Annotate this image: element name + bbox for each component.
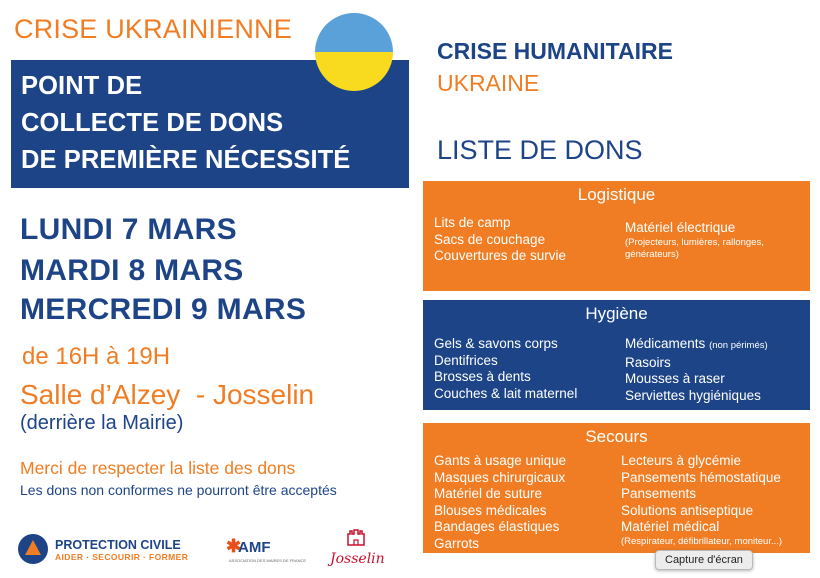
josselin-name: Josselin (330, 551, 385, 567)
ukraine-flag-icon (315, 13, 393, 91)
list-item: Sacs de couchage (434, 231, 546, 247)
right-heading-2: UKRAINE (437, 70, 540, 96)
screenshot-tooltip: Capture d'écran (655, 550, 753, 570)
list-title: LISTE DE DONS (437, 135, 643, 165)
list-item-detail: (Respirateur, défibrillateur, moniteur...) (621, 535, 783, 547)
title-line-1: POINT DE (21, 72, 143, 100)
venue-note: (derrière la Mairie) (20, 412, 184, 434)
amf-name: AMF (238, 539, 271, 556)
card-title: Hygiène (585, 304, 648, 323)
list-item: Mousses à raser (625, 371, 725, 386)
card-right-list (621, 453, 782, 548)
left-kicker: CRISE UKRAINIENNE (14, 14, 292, 44)
card-hygiene (423, 300, 810, 410)
list-item-note: (non périmés) (709, 340, 768, 351)
castle-icon (346, 528, 366, 546)
list-item: Matériel médical (621, 519, 720, 534)
list-item-label: Médicaments (625, 336, 706, 351)
list-item: Couvertures de survie (434, 248, 567, 263)
date-tuesday: MARDI 8 MARS (20, 254, 244, 287)
list-item: Pansements (621, 486, 697, 501)
right-heading-1: CRISE HUMANITAIRE (437, 38, 673, 64)
list-item: Gels & savons corps (434, 336, 558, 351)
card-secours (423, 423, 810, 553)
card-right-list (625, 220, 805, 261)
list-item: Matériel électrique (625, 220, 736, 235)
date-wednesday: MERCREDI 9 MARS (20, 293, 307, 326)
card-logistique (423, 181, 810, 291)
title-line-2: COLLECTE DE DONS (21, 109, 284, 137)
venue: Salle d’Alzey - Josselin (20, 379, 315, 410)
list-item: Lecteurs à glycémie (621, 453, 742, 468)
list-item: Solutions antiseptique (621, 502, 754, 518)
list-item: Rasoirs (625, 354, 671, 370)
list-item: Blouses médicales (434, 502, 547, 518)
card-title: Logistique (577, 185, 656, 204)
amf-subtitle: ASSOCIATION DES MAIRES DE FRANCE (229, 558, 307, 563)
list-item: Brosses à dents (434, 369, 531, 384)
protection-civile-tagline: AIDER · SECOURIR · FORMER (55, 552, 189, 562)
list-item: Gants à usage unique (434, 453, 567, 468)
list-item: Bandages élastiques (434, 519, 560, 534)
protection-civile-name: PROTECTION CIVILE (55, 538, 181, 552)
respect-note: Merci de respecter la liste des dons (20, 458, 296, 478)
list-item: Garrots (434, 535, 480, 551)
list-item: Pansements hémostatique (621, 469, 781, 485)
list-item (625, 336, 768, 355)
list-item: Matériel de suture (434, 486, 543, 501)
list-item: Dentifrices (434, 352, 498, 368)
nonconform-note: Les dons non conformes ne pourront être acceptés (20, 482, 337, 498)
card-title: Secours (585, 427, 648, 446)
date-monday: LUNDI 7 MARS (20, 213, 237, 246)
card-left-list (434, 336, 577, 402)
list-item: Masques chirurgicaux (434, 469, 566, 485)
list-item-detail: (Projecteurs, lumières, rallonges, générateurs) (625, 236, 764, 260)
title-line-3: DE PREMIÈRE NÉCESSITÉ (21, 146, 351, 174)
card-right-list (625, 336, 768, 404)
list-item: Serviettes hygiéniques (625, 387, 761, 403)
list-item: Lits de camp (434, 215, 511, 230)
card-left-list (434, 215, 566, 265)
amf-mark-icon: ✱ (226, 536, 242, 556)
card-left-list (434, 453, 566, 552)
list-item: Couches & lait maternel (434, 385, 578, 401)
collection-time: de 16H à 19H (22, 343, 171, 370)
